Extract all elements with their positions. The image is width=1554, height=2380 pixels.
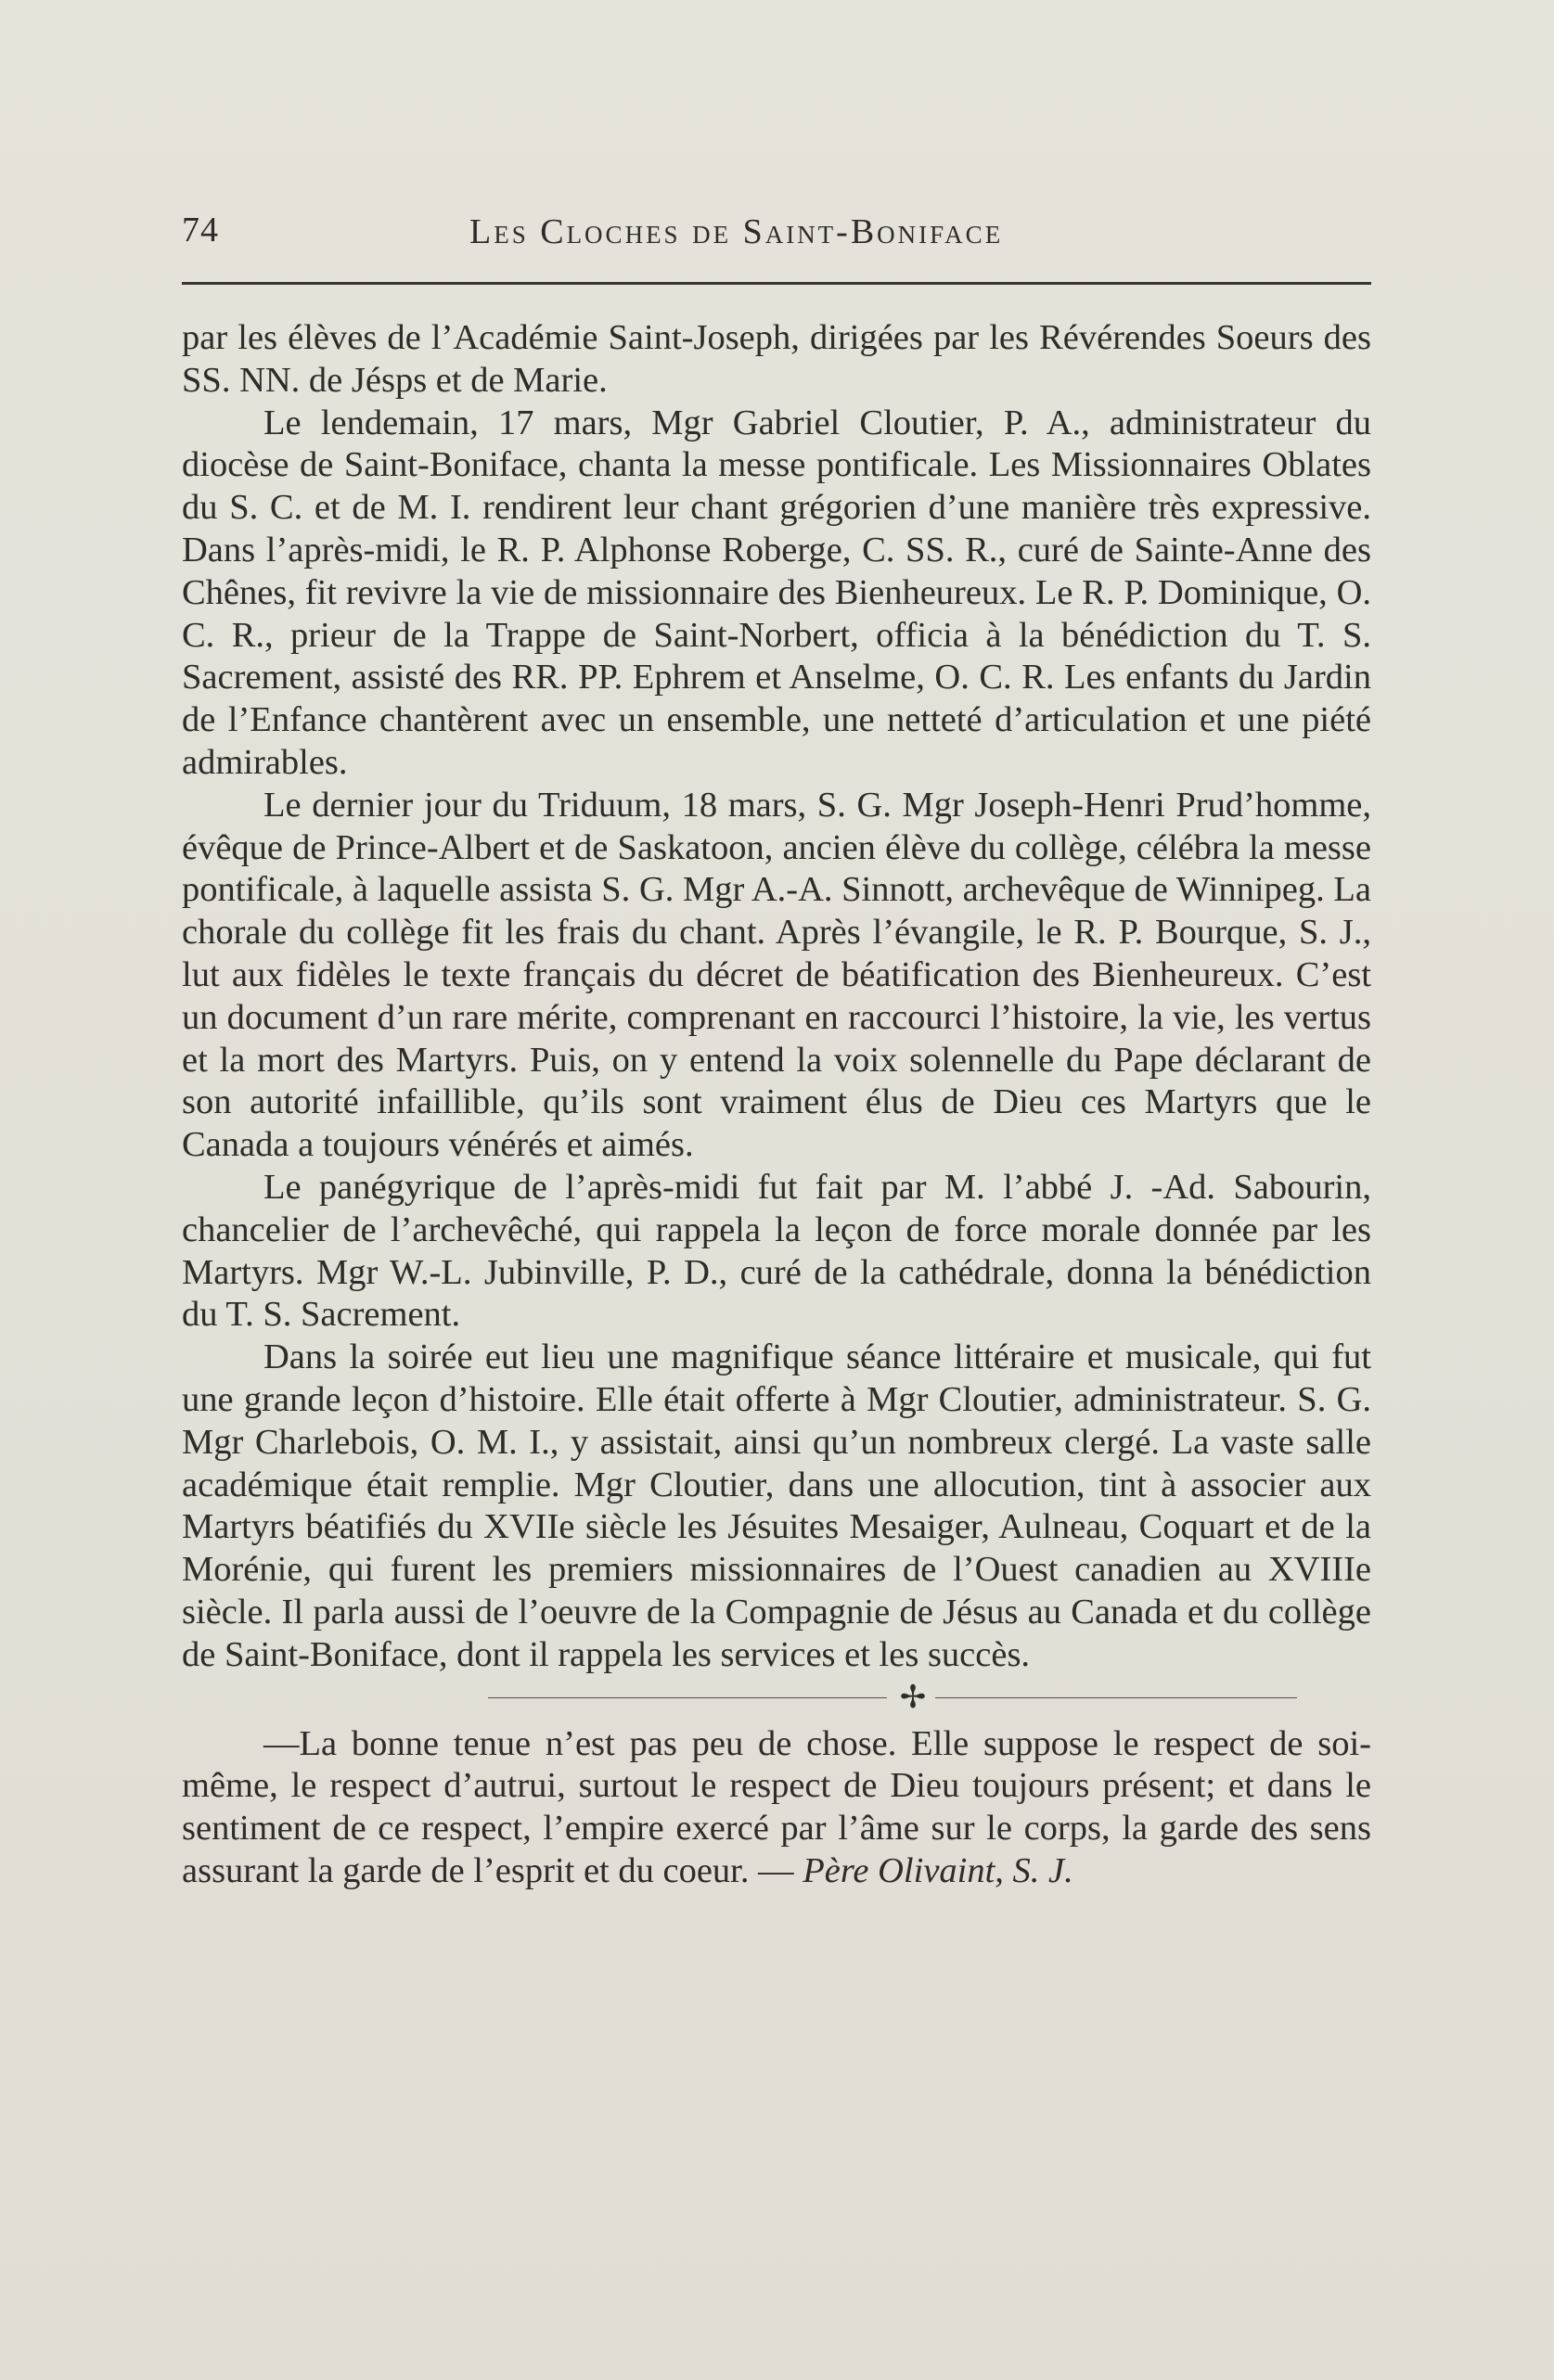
page-number: 74 (182, 211, 219, 250)
paragraph: par les élèves de l’Académie Saint-Joseph, dirigées par les Révérendes Soeurs des SS. NN. de Jésps et de Marie. (182, 318, 1371, 400)
header-rule (182, 282, 1371, 285)
cross-ornament-icon: ✢ (899, 1678, 927, 1716)
section-separator (182, 1678, 1371, 1716)
separator-line (488, 1697, 887, 1698)
running-head: Les Cloches de Saint-Boniface (469, 212, 1004, 251)
quote-paragraph (182, 1723, 1371, 1893)
closing-quote (182, 1723, 1371, 1893)
page-header (182, 210, 1371, 265)
paragraph: Le dernier jour du Triduum, 18 mars, S. G. Mgr Joseph-Henri Prud’homme, évêque de Prince-Albert et de Saskatoon, ancien élève du collège, célébra la messe pontificale, à laquelle assista S. G. Mgr A.-A. Sinnott, archevêque de Winnipeg. La chorale du collège fit les frais du chant. Après l’évangile, le R. P. Bourque, S. J., lut aux fidèles le texte français du décret de béatification des Bienheureux. C’est un document d’un rare mérite, comprenant en raccourci l’histoire, la vie, les vertus et la mort des Martyrs. Puis, on y entend la voix solennelle du Pape déclarant de son autorité infaillible, qu’ils sont vraiment élus de Dieu ces Martyrs que le Canada a toujours vénérés et aimés. (182, 785, 1371, 1165)
quote-author: Père Olivaint, S. J. (803, 1850, 1073, 1890)
paragraph: Le lendemain, 17 mars, Mgr Gabriel Cloutier, P. A., administrateur du diocèse de Saint-Boniface, chanta la messe pontificale. Les Missionnaires Oblates du S. C. et de M. I. rendirent leur chant grégorien d’une manière très expressive. Dans l’après-midi, le R. P. Alphonse Roberge, C. SS. R., curé de Sainte-Anne des Chênes, fit revivre la vie de missionnaire des Bienheureux. Le R. P. Dominique, O. C. R., prieur de la Trappe de Saint-Norbert, officia à la bénédiction du T. S. Sacrement, assisté des RR. PP. Ephrem et Anselme, O. C. R. Les enfants du Jardin de l’Enfance chantèrent avec un ensemble, une netteté d’articulation et une piété admirables. (182, 403, 1371, 782)
quote-text: —La bonne tenue n’est pas peu de chose. Elle suppose le respect de soi-même, le respect d’autrui, surtout le respect de Dieu toujours présent; et dans le sentiment de ce respect, l’empire exercé par l’âme sur le corps, la garde des sens assurant la garde de l’esprit et du coeur. — (182, 1723, 1371, 1890)
separator-line (935, 1697, 1297, 1698)
paragraph: Dans la soirée eut lieu une magnifique séance littéraire et musicale, qui fut une grande leçon d’histoire. Elle était offerte à Mgr Cloutier, administrateur. S. G. Mgr Charlebois, O. M. I., y assistait, ainsi qu’un nombreux clergé. La vaste salle académique était remplie. Mgr Cloutier, dans une allocution, tint à associer aux Martyrs béatifiés du XVIIe siècle les Jésuites Mesaiger, Aulneau, Coquart et de la Morénie, qui furent les premiers missionnaires de l’Ouest canadien au XVIIIe siècle. Il parla aussi de l’oeuvre de la Compagnie de Jésus au Canada et du collège de Saint-Boniface, dont il rappela les services et les succès. (182, 1337, 1371, 1674)
body-text (182, 317, 1371, 1893)
paragraph: Le panégyrique de l’après-midi fut fait par M. l’abbé J. -Ad. Sabourin, chancelier de l’archevêché, qui rappela la leçon de force morale donnée par les Martyrs. Mgr W.-L. Jubinville, P. D., curé de la cathédrale, donna la bénédiction du T. S. Sacrement. (182, 1167, 1371, 1335)
